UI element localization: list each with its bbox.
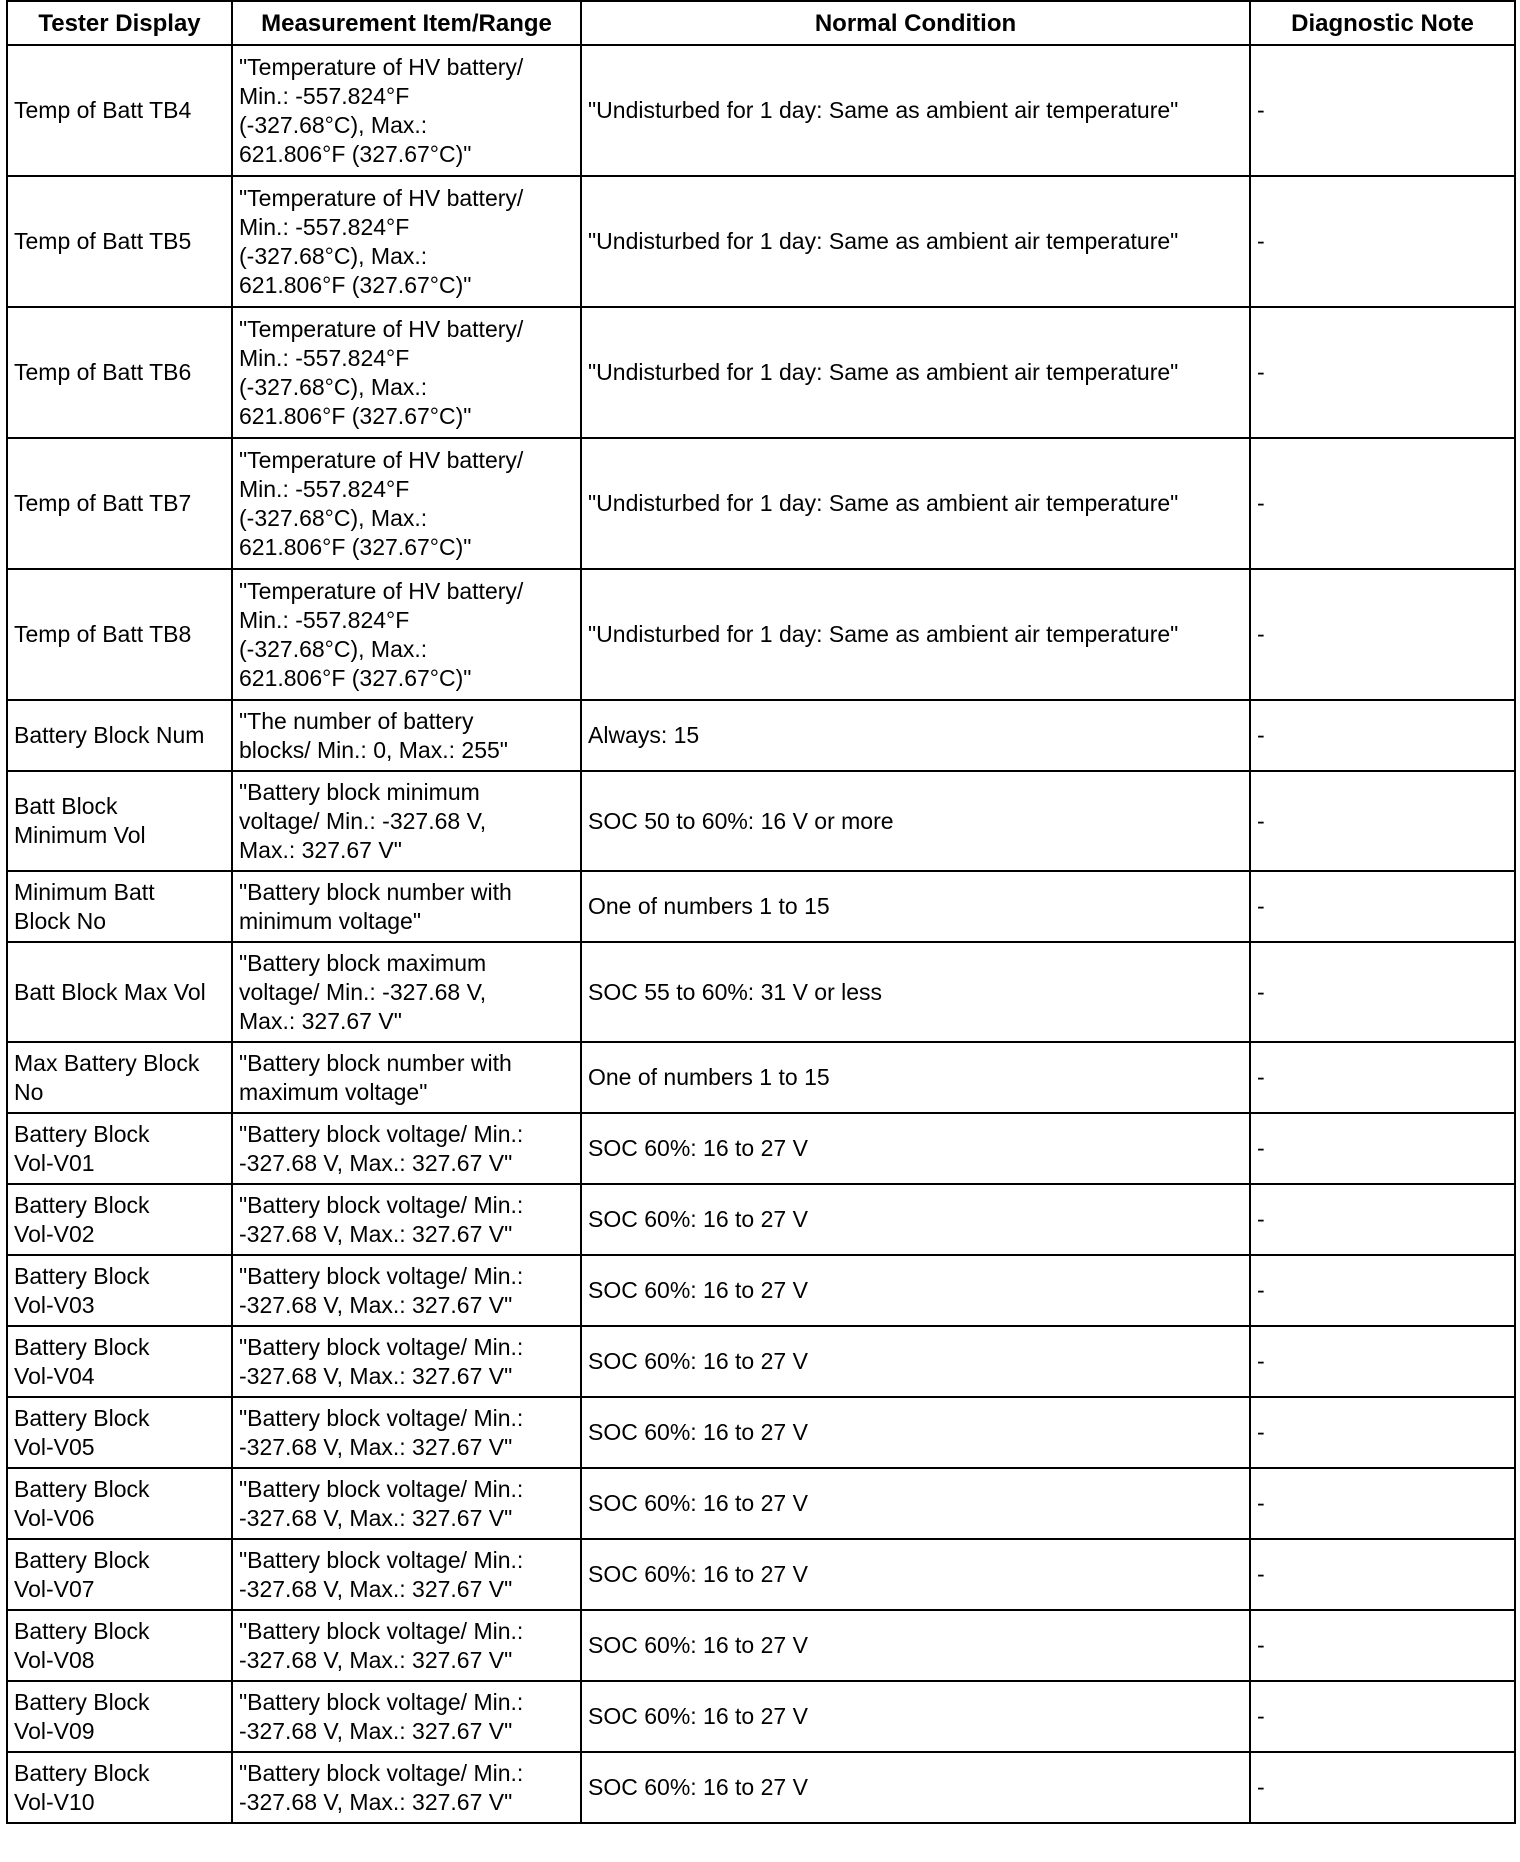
cell-diagnostic-note: - xyxy=(1250,569,1515,700)
cell-tester-display: Battery Block Vol-V03 xyxy=(7,1255,232,1326)
cell-measurement: "The number of battery blocks/ Min.: 0, Max.: 255" xyxy=(232,700,581,771)
cell-normal-condition: SOC 60%: 16 to 27 V xyxy=(581,1184,1250,1255)
tester-data-table xyxy=(6,0,1516,1824)
table-row xyxy=(7,1539,1515,1610)
cell-tester-display: Battery Block Vol-V08 xyxy=(7,1610,232,1681)
header-normal-condition: Normal Condition xyxy=(581,1,1250,45)
cell-measurement: "Battery block voltage/ Min.: -327.68 V, Max.: 327.67 V" xyxy=(232,1326,581,1397)
cell-tester-display: Temp of Batt TB5 xyxy=(7,176,232,307)
cell-measurement: "Temperature of HV battery/ Min.: -557.824°F (-327.68°C), Max.: 621.806°F (327.67°C)" xyxy=(232,569,581,700)
cell-diagnostic-note: - xyxy=(1250,1397,1515,1468)
cell-diagnostic-note: - xyxy=(1250,1255,1515,1326)
cell-diagnostic-note: - xyxy=(1250,1752,1515,1823)
table-row xyxy=(7,1681,1515,1752)
cell-normal-condition: SOC 60%: 16 to 27 V xyxy=(581,1610,1250,1681)
cell-normal-condition: "Undisturbed for 1 day: Same as ambient air temperature" xyxy=(581,176,1250,307)
cell-normal-condition: "Undisturbed for 1 day: Same as ambient air temperature" xyxy=(581,45,1250,176)
cell-tester-display: Battery Block Vol-V04 xyxy=(7,1326,232,1397)
cell-diagnostic-note: - xyxy=(1250,942,1515,1042)
table-row xyxy=(7,1326,1515,1397)
cell-diagnostic-note: - xyxy=(1250,771,1515,871)
table-row xyxy=(7,700,1515,771)
cell-diagnostic-note: - xyxy=(1250,1610,1515,1681)
cell-measurement: "Battery block voltage/ Min.: -327.68 V, Max.: 327.67 V" xyxy=(232,1255,581,1326)
cell-measurement: "Temperature of HV battery/ Min.: -557.824°F (-327.68°C), Max.: 621.806°F (327.67°C)" xyxy=(232,438,581,569)
cell-measurement: "Battery block voltage/ Min.: -327.68 V, Max.: 327.67 V" xyxy=(232,1113,581,1184)
cell-diagnostic-note: - xyxy=(1250,1326,1515,1397)
cell-tester-display: Battery Block Vol-V10 xyxy=(7,1752,232,1823)
header-tester-display: Tester Display xyxy=(7,1,232,45)
cell-measurement: "Battery block voltage/ Min.: -327.68 V, Max.: 327.67 V" xyxy=(232,1184,581,1255)
cell-normal-condition: SOC 50 to 60%: 16 V or more xyxy=(581,771,1250,871)
cell-tester-display: Batt Block Max Vol xyxy=(7,942,232,1042)
cell-tester-display: Batt Block Minimum Vol xyxy=(7,771,232,871)
cell-normal-condition: SOC 55 to 60%: 31 V or less xyxy=(581,942,1250,1042)
cell-measurement: "Battery block minimum voltage/ Min.: -327.68 V, Max.: 327.67 V" xyxy=(232,771,581,871)
cell-tester-display: Minimum Batt Block No xyxy=(7,871,232,942)
cell-normal-condition: SOC 60%: 16 to 27 V xyxy=(581,1397,1250,1468)
cell-measurement: "Temperature of HV battery/ Min.: -557.824°F (-327.68°C), Max.: 621.806°F (327.67°C)" xyxy=(232,307,581,438)
table-row xyxy=(7,569,1515,700)
cell-normal-condition: SOC 60%: 16 to 27 V xyxy=(581,1326,1250,1397)
cell-tester-display: Temp of Batt TB6 xyxy=(7,307,232,438)
cell-diagnostic-note: - xyxy=(1250,438,1515,569)
cell-normal-condition: One of numbers 1 to 15 xyxy=(581,1042,1250,1113)
cell-measurement: "Battery block voltage/ Min.: -327.68 V, Max.: 327.67 V" xyxy=(232,1610,581,1681)
cell-tester-display: Battery Block Num xyxy=(7,700,232,771)
cell-tester-display: Battery Block Vol-V09 xyxy=(7,1681,232,1752)
cell-diagnostic-note: - xyxy=(1250,45,1515,176)
table-row xyxy=(7,438,1515,569)
cell-diagnostic-note: - xyxy=(1250,1113,1515,1184)
table-row xyxy=(7,1610,1515,1681)
table-row xyxy=(7,1255,1515,1326)
cell-measurement: "Temperature of HV battery/ Min.: -557.824°F (-327.68°C), Max.: 621.806°F (327.67°C)" xyxy=(232,45,581,176)
cell-measurement: "Temperature of HV battery/ Min.: -557.824°F (-327.68°C), Max.: 621.806°F (327.67°C)" xyxy=(232,176,581,307)
cell-tester-display: Battery Block Vol-V01 xyxy=(7,1113,232,1184)
document-sheet xyxy=(6,0,1514,1862)
cell-measurement: "Battery block number with minimum voltage" xyxy=(232,871,581,942)
cell-measurement: "Battery block voltage/ Min.: -327.68 V, Max.: 327.67 V" xyxy=(232,1752,581,1823)
cell-tester-display: Temp of Batt TB8 xyxy=(7,569,232,700)
table-row xyxy=(7,176,1515,307)
header-measurement-item-range: Measurement Item/Range xyxy=(232,1,581,45)
cell-tester-display: Max Battery Block No xyxy=(7,1042,232,1113)
table-row xyxy=(7,1752,1515,1823)
cell-diagnostic-note: - xyxy=(1250,1681,1515,1752)
cell-normal-condition: One of numbers 1 to 15 xyxy=(581,871,1250,942)
cell-normal-condition: SOC 60%: 16 to 27 V xyxy=(581,1255,1250,1326)
table-row xyxy=(7,871,1515,942)
table-row xyxy=(7,1113,1515,1184)
cell-diagnostic-note: - xyxy=(1250,307,1515,438)
cell-diagnostic-note: - xyxy=(1250,871,1515,942)
table-row xyxy=(7,942,1515,1042)
cell-diagnostic-note: - xyxy=(1250,1042,1515,1113)
cell-normal-condition: "Undisturbed for 1 day: Same as ambient air temperature" xyxy=(581,438,1250,569)
cell-normal-condition: Always: 15 xyxy=(581,700,1250,771)
cell-diagnostic-note: - xyxy=(1250,176,1515,307)
cell-measurement: "Battery block voltage/ Min.: -327.68 V, Max.: 327.67 V" xyxy=(232,1397,581,1468)
table-row xyxy=(7,771,1515,871)
cell-tester-display: Battery Block Vol-V06 xyxy=(7,1468,232,1539)
cell-normal-condition: SOC 60%: 16 to 27 V xyxy=(581,1539,1250,1610)
table-row xyxy=(7,1397,1515,1468)
cell-measurement: "Battery block voltage/ Min.: -327.68 V, Max.: 327.67 V" xyxy=(232,1468,581,1539)
cell-normal-condition: SOC 60%: 16 to 27 V xyxy=(581,1113,1250,1184)
cell-normal-condition: SOC 60%: 16 to 27 V xyxy=(581,1752,1250,1823)
header-diagnostic-note: Diagnostic Note xyxy=(1250,1,1515,45)
cell-normal-condition: "Undisturbed for 1 day: Same as ambient air temperature" xyxy=(581,569,1250,700)
cell-diagnostic-note: - xyxy=(1250,1539,1515,1610)
cell-tester-display: Battery Block Vol-V02 xyxy=(7,1184,232,1255)
cell-measurement: "Battery block voltage/ Min.: -327.68 V, Max.: 327.67 V" xyxy=(232,1539,581,1610)
cell-normal-condition: SOC 60%: 16 to 27 V xyxy=(581,1468,1250,1539)
cell-tester-display: Temp of Batt TB4 xyxy=(7,45,232,176)
cell-diagnostic-note: - xyxy=(1250,700,1515,771)
table-row xyxy=(7,1042,1515,1113)
table-row xyxy=(7,45,1515,176)
cell-normal-condition: SOC 60%: 16 to 27 V xyxy=(581,1681,1250,1752)
cell-tester-display: Temp of Batt TB7 xyxy=(7,438,232,569)
table-row xyxy=(7,307,1515,438)
cell-diagnostic-note: - xyxy=(1250,1468,1515,1539)
table-row xyxy=(7,1468,1515,1539)
cell-measurement: "Battery block maximum voltage/ Min.: -327.68 V, Max.: 327.67 V" xyxy=(232,942,581,1042)
cell-measurement: "Battery block voltage/ Min.: -327.68 V, Max.: 327.67 V" xyxy=(232,1681,581,1752)
table-row xyxy=(7,1184,1515,1255)
cell-tester-display: Battery Block Vol-V07 xyxy=(7,1539,232,1610)
cell-tester-display: Battery Block Vol-V05 xyxy=(7,1397,232,1468)
table-header-row xyxy=(7,1,1515,45)
cell-diagnostic-note: - xyxy=(1250,1184,1515,1255)
cell-normal-condition: "Undisturbed for 1 day: Same as ambient air temperature" xyxy=(581,307,1250,438)
cell-measurement: "Battery block number with maximum voltage" xyxy=(232,1042,581,1113)
